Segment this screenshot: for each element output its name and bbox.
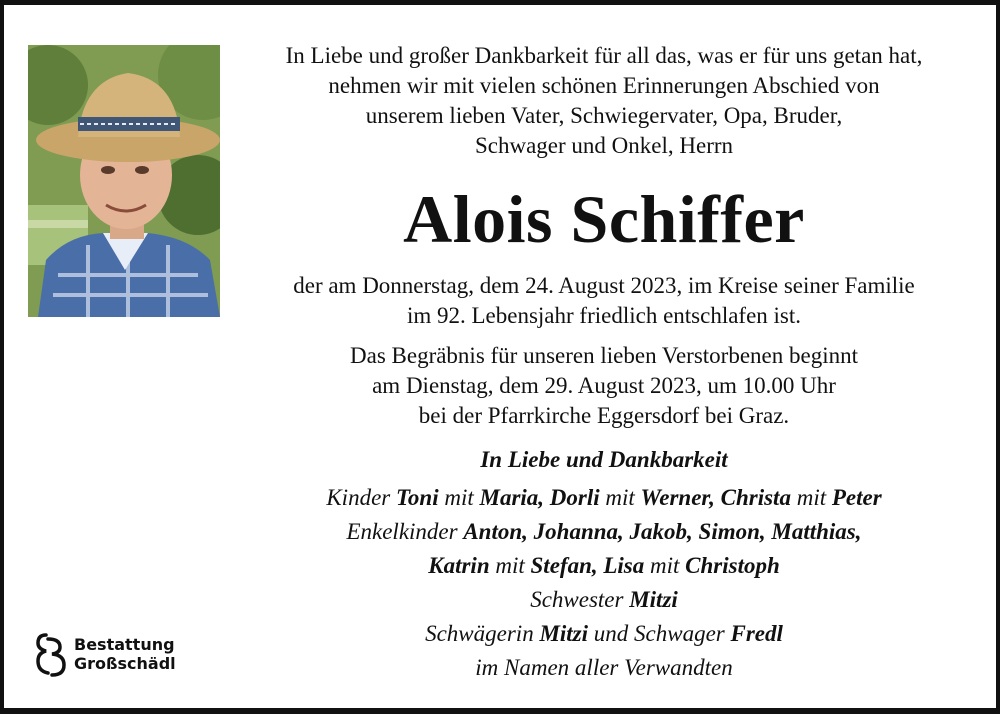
portrait-illustration bbox=[28, 45, 220, 317]
children-label: Kinder bbox=[326, 485, 391, 510]
portrait-photo bbox=[28, 45, 220, 317]
mourner-name: Werner, bbox=[640, 485, 715, 510]
mourner-name: Dorli bbox=[549, 485, 600, 510]
mourner-name: Stefan, bbox=[530, 553, 598, 578]
death-line: im 92. Lebensjahr friedlich entschlafen ist. bbox=[406, 303, 802, 328]
funeral-line: bei der Pfarrkirche Eggersdorf bei Graz. bbox=[418, 403, 790, 428]
intro-line: nehmen wir mit vielen schönen Erinnerungen Abschied von bbox=[328, 73, 880, 98]
mourner-name: Maria, bbox=[479, 485, 545, 510]
death-notice bbox=[224, 271, 984, 331]
grandchildren-line-2 bbox=[224, 549, 984, 583]
mit-word: mit bbox=[796, 485, 827, 510]
funeral-home-name bbox=[74, 635, 176, 673]
funeral-home-line2: Großschädl bbox=[74, 654, 176, 673]
mourner-name: Lisa bbox=[603, 553, 645, 578]
mit-word: mit bbox=[444, 485, 474, 510]
inlaw-label-2: und Schwager bbox=[593, 621, 725, 646]
mit-word: mit bbox=[495, 553, 525, 578]
sister-label: Schwester bbox=[530, 587, 624, 612]
grandchildren-line bbox=[224, 515, 984, 549]
intro-text bbox=[224, 41, 984, 161]
stylized-bs-monogram-icon bbox=[34, 629, 70, 681]
mourner-name: Mitzi bbox=[629, 587, 678, 612]
intro-line: unserem lieben Vater, Schwiegervater, Opa, Bruder, bbox=[365, 103, 843, 128]
funeral-info bbox=[224, 341, 984, 431]
deceased-name: Alois Schiffer bbox=[403, 181, 805, 257]
funeral-home-line1: Bestattung bbox=[74, 635, 175, 654]
funeral-line: am Dienstag, dem 29. August 2023, um 10.00 Uhr bbox=[372, 373, 836, 398]
grandchildren-label: Enkelkinder bbox=[346, 519, 458, 544]
mit-word: mit bbox=[605, 485, 635, 510]
mourners-heading: In Liebe und Dankbarkeit bbox=[480, 447, 728, 472]
mourner-name: Christa bbox=[720, 485, 791, 510]
mourner-name: Mitzi bbox=[539, 621, 589, 646]
mourners-section bbox=[224, 443, 984, 685]
funeral-line: Das Begräbnis für unseren lieben Verstorbenen beginnt bbox=[350, 343, 858, 368]
funeral-home-logo bbox=[34, 629, 204, 681]
mourners-footer: im Namen aller Verwandten bbox=[475, 655, 733, 680]
children-line bbox=[224, 481, 984, 515]
mourner-name: Peter bbox=[831, 485, 882, 510]
death-line: der am Donnerstag, dem 24. August 2023, im Kreise seiner Familie bbox=[293, 273, 915, 298]
mourner-name: Fredl bbox=[730, 621, 783, 646]
sister-line bbox=[224, 583, 984, 617]
inlaw-label: Schwägerin bbox=[425, 621, 534, 646]
inlaws-line bbox=[224, 617, 984, 651]
mourner-name: Toni bbox=[395, 485, 439, 510]
intro-line: Schwager und Onkel, Herrn bbox=[474, 133, 734, 158]
mourner-name: Christoph bbox=[685, 553, 780, 578]
mourner-names: Anton, Johanna, Jakob, Simon, Matthias, bbox=[463, 519, 862, 544]
mit-word: mit bbox=[650, 553, 680, 578]
mourner-name: Katrin bbox=[428, 553, 490, 578]
intro-line: In Liebe und großer Dankbarkeit für all das, was er für uns getan hat, bbox=[285, 43, 923, 68]
